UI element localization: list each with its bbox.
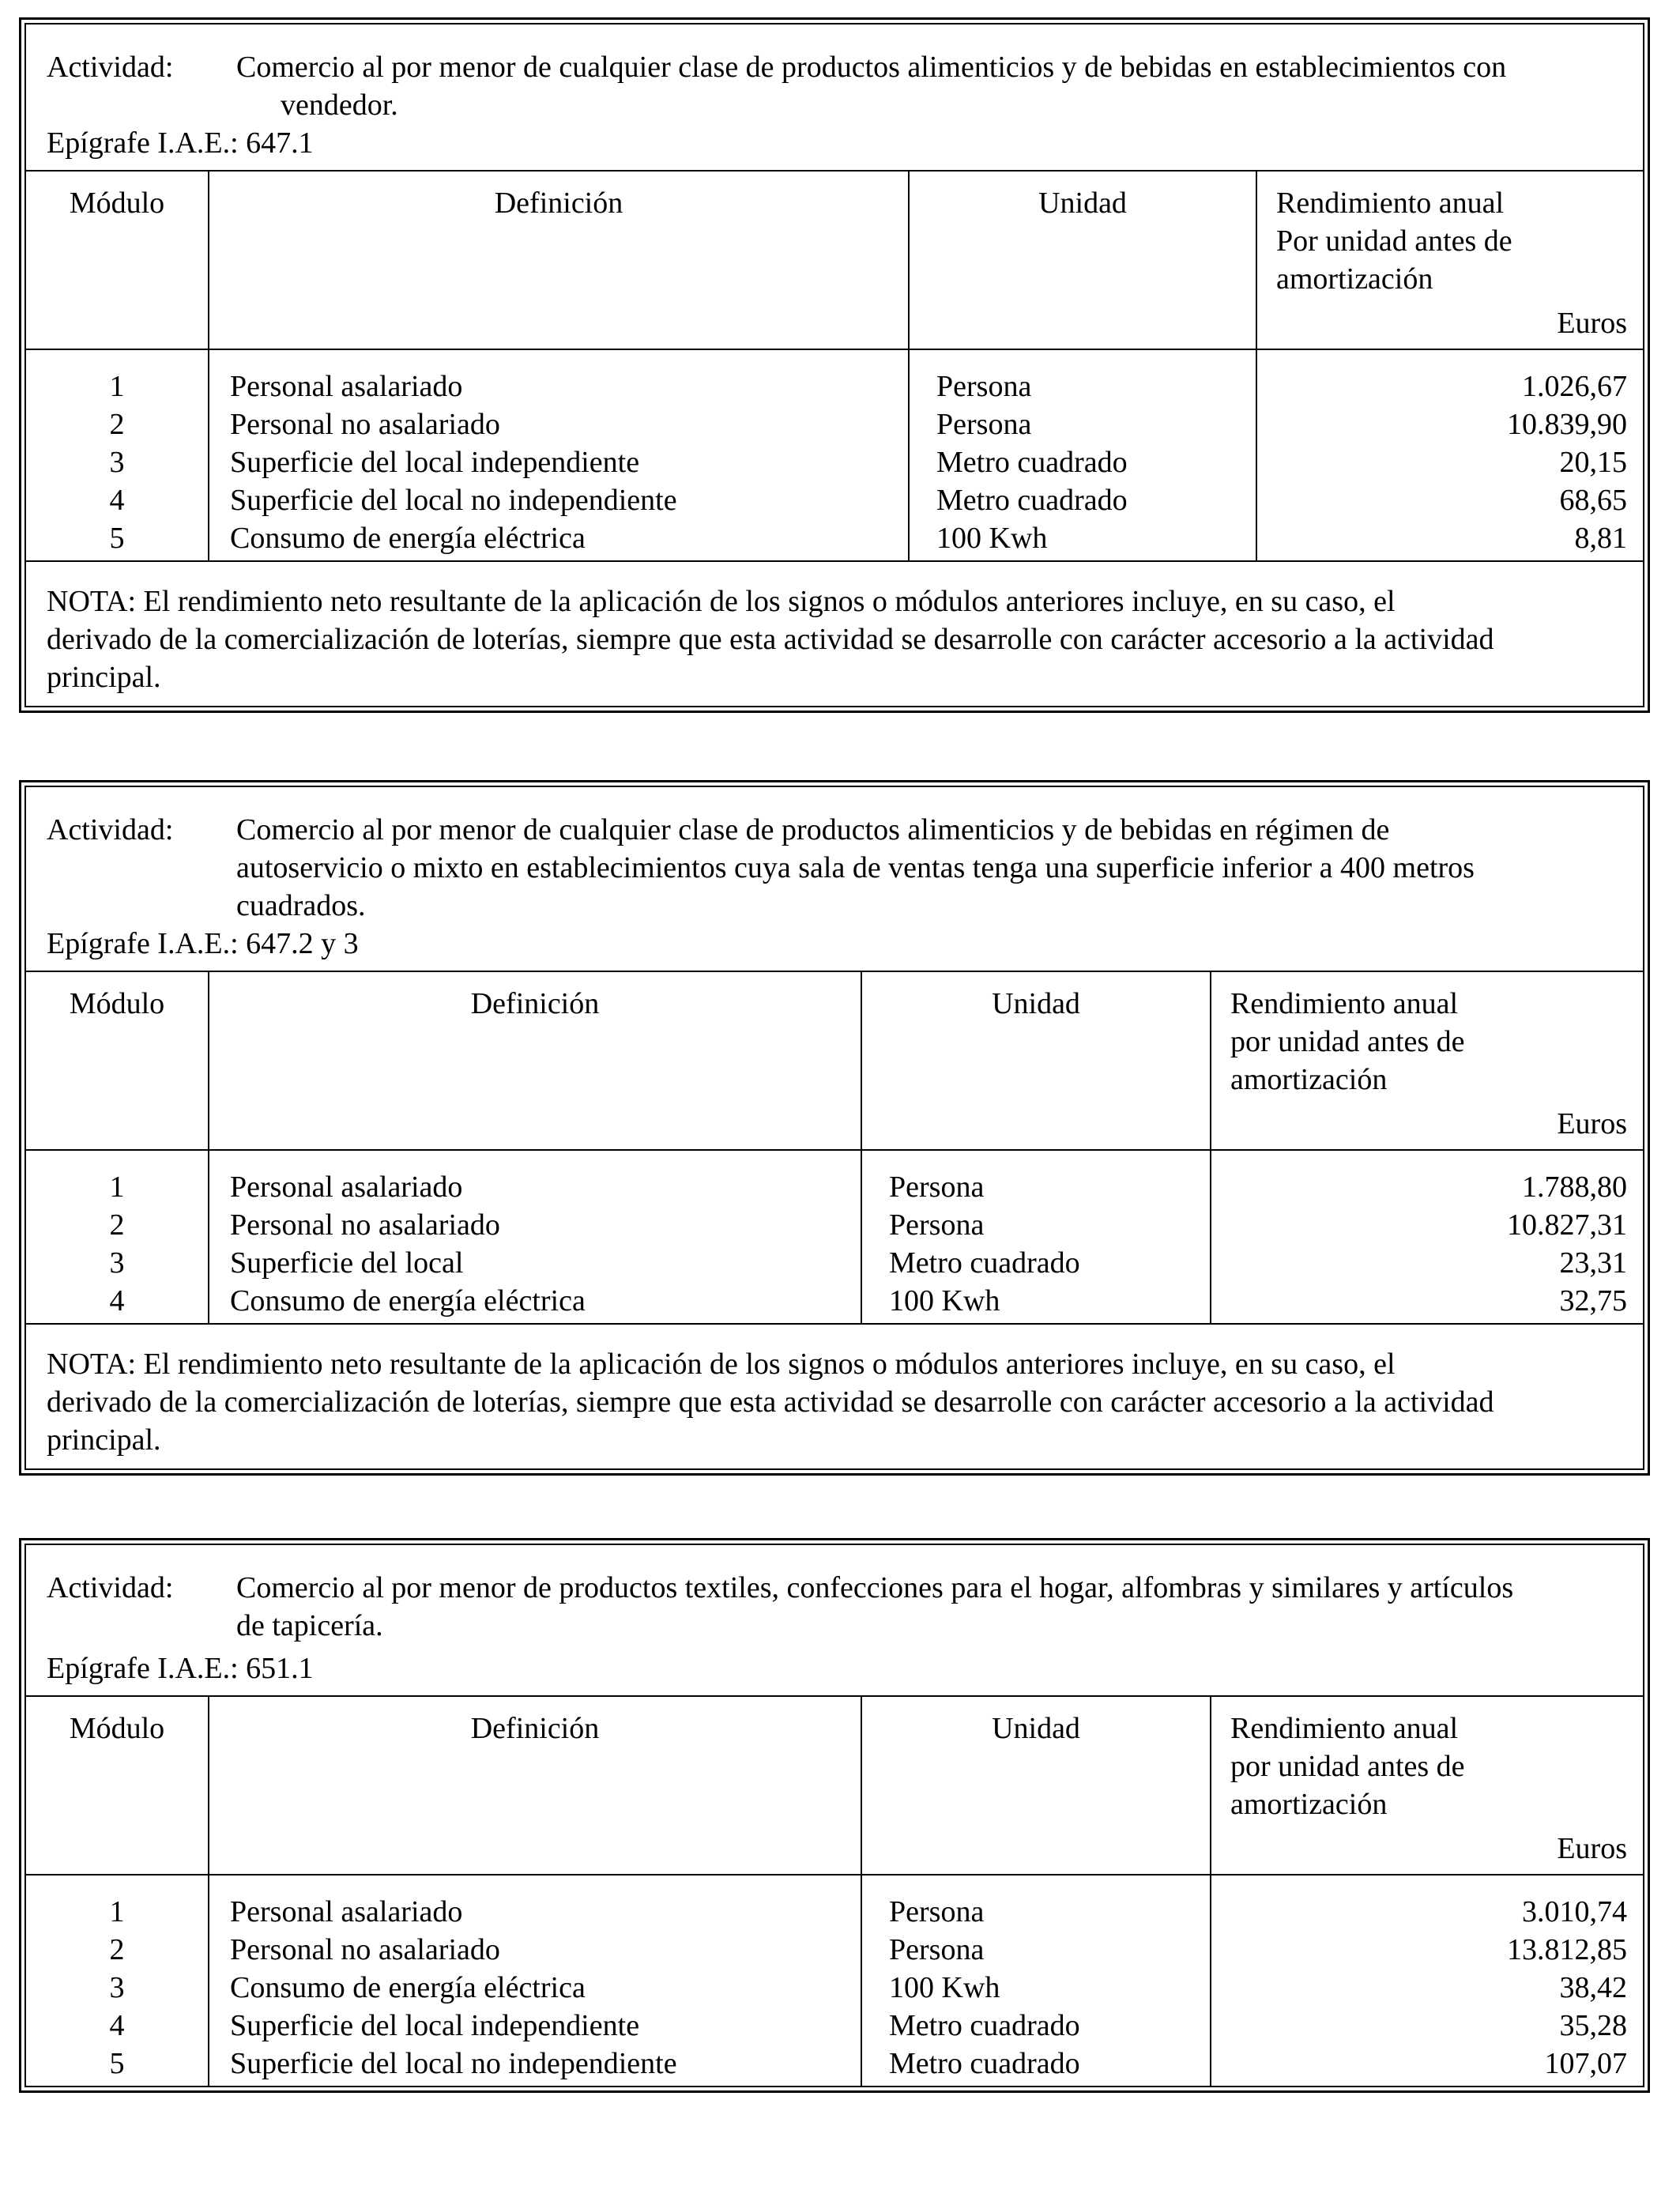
table-cell: Personal asalariado [230, 1171, 463, 1204]
column-modulo [26, 1151, 209, 1323]
header-unidad: Unidad [862, 972, 1211, 1149]
activity-description: Comercio al por menor de cualquier clase de productos alimenticios y de bebidas en régimen de autoservicio o mixto en establecimientos cuya sala de ventas tenga una superficie inferior a 400 metros cuadrados. [236, 813, 1475, 922]
table-cell: 68,65 [1559, 484, 1627, 517]
table-cell: 3 [109, 446, 125, 479]
column-unidad [862, 1875, 1211, 2086]
activity-header [26, 787, 1643, 972]
table-cell: 8,81 [1574, 522, 1627, 555]
epigrafe: Epígrafe I.A.E.: 647.1 [47, 126, 314, 160]
module-table-647-2-3 [19, 780, 1650, 1476]
table-cell: 5 [109, 2047, 125, 2080]
nota: NOTA: El rendimiento neto resultante de la aplicación de los signos o módulos anteriores incluye, en su caso, el derivado de la comercialización de loterías, siempre que esta actividad se desarrolle con carácter accesorio a la actividad principal. [26, 560, 1643, 706]
epigrafe: Epígrafe I.A.E.: 651.1 [47, 1652, 314, 1685]
column-unidad [910, 350, 1257, 560]
table-cell: Persona [889, 1171, 985, 1204]
header-euros: Euros [1557, 307, 1627, 340]
table-body [26, 350, 1643, 560]
table-cell: 1 [109, 1171, 125, 1204]
table-body [26, 1151, 1643, 1323]
header-euros: Euros [1557, 1832, 1627, 1865]
table-cell: Consumo de energía eléctrica [230, 1284, 586, 1318]
table-cell: Metro cuadrado [889, 2047, 1080, 2080]
table-cell: 100 Kwh [889, 1284, 1000, 1318]
column-rendimiento [1211, 1151, 1643, 1323]
activity-header [26, 1545, 1643, 1697]
header-definicion: Definición [209, 1697, 862, 1874]
table-cell: 2 [109, 1933, 125, 1966]
table-cell: Superficie del local no independiente [230, 484, 677, 517]
column-modulo [26, 1875, 209, 2086]
table-cell: 2 [109, 1208, 125, 1242]
column-rendimiento [1211, 1875, 1643, 2086]
activity-label: Actividad: [47, 1571, 174, 1604]
table-cell: 1 [109, 1895, 125, 1928]
table-cell: Metro cuadrado [889, 2009, 1080, 2042]
table-cell: 100 Kwh [889, 1971, 1000, 2004]
table-cell: 10.839,90 [1507, 408, 1627, 441]
table-cell: Personal asalariado [230, 1895, 463, 1928]
table-cell: 107,07 [1544, 2047, 1627, 2080]
table-cell: Personal no asalariado [230, 1208, 500, 1242]
table-cell: Persona [889, 1933, 985, 1966]
header-rendimiento: Rendimiento anual por unidad antes de amortización Euros [1211, 1697, 1643, 1874]
table-cell: 3 [109, 1246, 125, 1280]
activity-label: Actividad: [47, 51, 174, 84]
column-headers [26, 1697, 1643, 1875]
header-modulo: Módulo [26, 972, 209, 1149]
table-cell: Personal asalariado [230, 370, 463, 403]
table-body [26, 1875, 1643, 2086]
table-cell: 32,75 [1559, 1284, 1627, 1318]
table-cell: 100 Kwh [936, 522, 1048, 555]
table-cell: Persona [889, 1208, 985, 1242]
module-table-647-1 [19, 17, 1650, 713]
table-cell: Personal no asalariado [230, 408, 500, 441]
header-definicion: Definición [209, 972, 862, 1149]
table-cell: Superficie del local independiente [230, 446, 640, 479]
table-cell: 2 [109, 408, 125, 441]
header-rendimiento: Rendimiento anual por unidad antes de amortización Euros [1211, 972, 1643, 1149]
table-cell: 3 [109, 1971, 125, 2004]
activity-label: Actividad: [47, 813, 174, 846]
table-cell: Personal no asalariado [230, 1933, 500, 1966]
table-cell: Consumo de energía eléctrica [230, 1971, 586, 2004]
table-cell: 10.827,31 [1507, 1208, 1627, 1242]
table-cell: 38,42 [1559, 1971, 1627, 2004]
header-euros: Euros [1557, 1107, 1627, 1140]
table-cell: Superficie del local independiente [230, 2009, 640, 2042]
header-unidad: Unidad [862, 1697, 1211, 1874]
epigrafe: Epígrafe I.A.E.: 647.2 y 3 [47, 927, 359, 960]
table-cell: 1 [109, 370, 125, 403]
table-cell: 1.026,67 [1522, 370, 1627, 403]
column-definicion [209, 350, 910, 560]
table-cell: 5 [109, 522, 125, 555]
table-cell: Metro cuadrado [936, 484, 1128, 517]
table-cell: 23,31 [1559, 1246, 1627, 1280]
table-cell: 4 [109, 2009, 125, 2042]
column-modulo [26, 350, 209, 560]
header-modulo: Módulo [26, 1697, 209, 1874]
header-definicion: Definición [209, 172, 910, 349]
column-unidad [862, 1151, 1211, 1323]
table-cell: 13.812,85 [1507, 1933, 1627, 1966]
table-cell: 20,15 [1559, 446, 1627, 479]
header-rendimiento: Rendimiento anual Por unidad antes de amortización Euros [1257, 172, 1643, 349]
module-table-651-1 [19, 1538, 1650, 2093]
nota: NOTA: El rendimiento neto resultante de la aplicación de los signos o módulos anteriores incluye, en su caso, el derivado de la comercialización de loterías, siempre que esta actividad se desarrolle con carácter accesorio a la actividad principal. [26, 1323, 1643, 1468]
table-cell: 4 [109, 484, 125, 517]
table-cell: Metro cuadrado [936, 446, 1128, 479]
column-headers [26, 172, 1643, 350]
table-cell: Superficie del local [230, 1246, 464, 1280]
table-cell: 4 [109, 1284, 125, 1318]
table-cell: Superficie del local no independiente [230, 2047, 677, 2080]
column-definicion [209, 1151, 862, 1323]
header-modulo: Módulo [26, 172, 209, 349]
table-cell: Metro cuadrado [889, 1246, 1080, 1280]
table-cell: 35,28 [1559, 2009, 1627, 2042]
table-cell: Persona [889, 1895, 985, 1928]
header-unidad: Unidad [910, 172, 1257, 349]
table-cell: Consumo de energía eléctrica [230, 522, 586, 555]
activity-header [26, 25, 1643, 172]
table-cell: Persona [936, 370, 1032, 403]
table-cell: Persona [936, 408, 1032, 441]
column-definicion [209, 1875, 862, 2086]
table-cell: 3.010,74 [1522, 1895, 1627, 1928]
activity-description: Comercio al por menor de cualquier clase de productos alimenticios y de bebidas en establecimientos con vendedor. [236, 51, 1507, 122]
table-cell: 1.788,80 [1522, 1171, 1627, 1204]
column-headers [26, 972, 1643, 1151]
column-rendimiento [1257, 350, 1643, 560]
activity-description: Comercio al por menor de productos textiles, confecciones para el hogar, alfombras y similares y artículos de tapicería. [236, 1571, 1514, 1642]
